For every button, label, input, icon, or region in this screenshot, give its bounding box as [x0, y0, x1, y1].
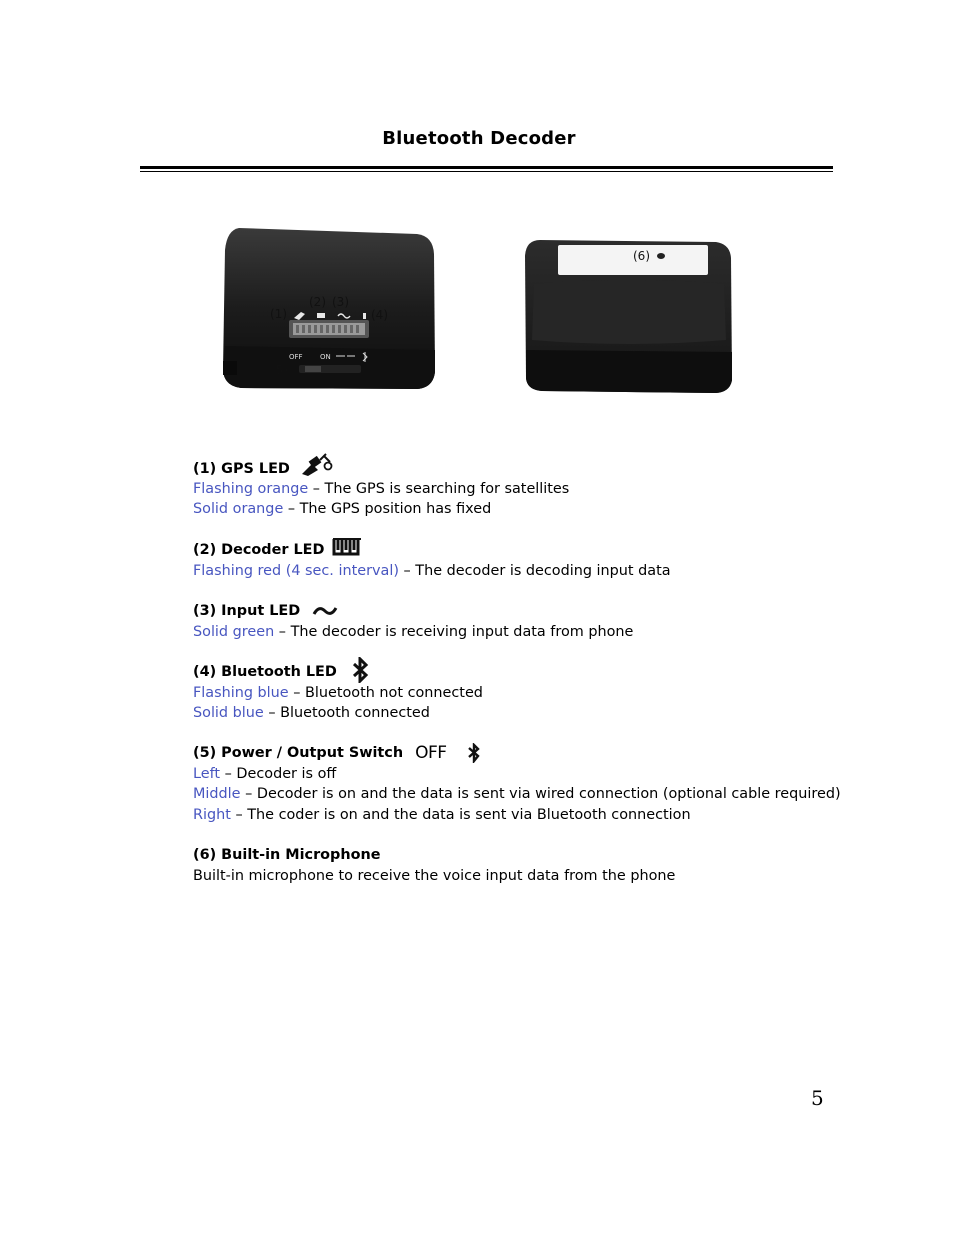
- bluetooth-icon: [467, 743, 481, 763]
- section-heading: (2) Decoder LED: [193, 542, 325, 558]
- title-rule-thick: [140, 166, 833, 169]
- section-heading: (4) Bluetooth LED: [193, 664, 337, 680]
- switch-off-label: OFF: [415, 743, 447, 763]
- section-heading: (3) Input LED: [193, 603, 301, 619]
- list-item: Middle – Decoder is on and the data is sent via wired connection (optional cable required): [193, 786, 841, 803]
- switch-on-text: ON: [320, 353, 331, 361]
- decoder-icon: [332, 537, 362, 557]
- list-item: Solid orange – The GPS position has fixed: [193, 501, 492, 518]
- list-item: Flashing orange – The GPS is searching for satellites: [193, 481, 570, 497]
- title-rule-thin: [140, 171, 833, 172]
- section-microphone: [193, 844, 853, 886]
- section-input-led: [193, 600, 853, 642]
- section-heading: (1) GPS LED: [193, 461, 290, 477]
- decoder-back-photo: [524, 240, 734, 394]
- section-gps-led: [193, 459, 853, 520]
- section-heading: (5) Power / Output Switch: [193, 745, 404, 761]
- callout-6: (6): [633, 249, 650, 263]
- satellite-icon: [300, 452, 334, 476]
- section-bluetooth-led: [193, 661, 853, 724]
- list-item: Flashing blue – Bluetooth not connected: [193, 685, 483, 701]
- callout-4: (4): [371, 308, 388, 322]
- list-item: Right – The coder is on and the data is sent via Bluetooth connection: [193, 806, 691, 823]
- list-item: Solid green – The decoder is receiving input data from phone: [193, 624, 634, 640]
- switch-off-text: OFF: [289, 353, 303, 361]
- list-item: Left – Decoder is off: [193, 766, 337, 782]
- page-title: Bluetooth Decoder: [382, 128, 576, 149]
- bluetooth-icon: [351, 657, 371, 683]
- section-heading: (6) Built-in Microphone: [193, 847, 381, 863]
- callout-1: (1): [270, 307, 287, 321]
- section-decoder-led: [193, 539, 853, 581]
- decoder-front-photo: [221, 226, 437, 390]
- callout-3: (3): [332, 295, 349, 309]
- callout-5: (5): [271, 363, 288, 377]
- callout-2: (2): [309, 295, 326, 309]
- page-number: 5: [811, 1086, 824, 1110]
- tilde-icon: [312, 604, 338, 618]
- section-power-switch: [193, 742, 853, 825]
- list-item: Flashing red (4 sec. interval) – The decoder is decoding input data: [193, 563, 671, 579]
- list-item: Built-in microphone to receive the voice input data from the phone: [193, 868, 676, 884]
- list-item: Solid blue – Bluetooth connected: [193, 705, 430, 722]
